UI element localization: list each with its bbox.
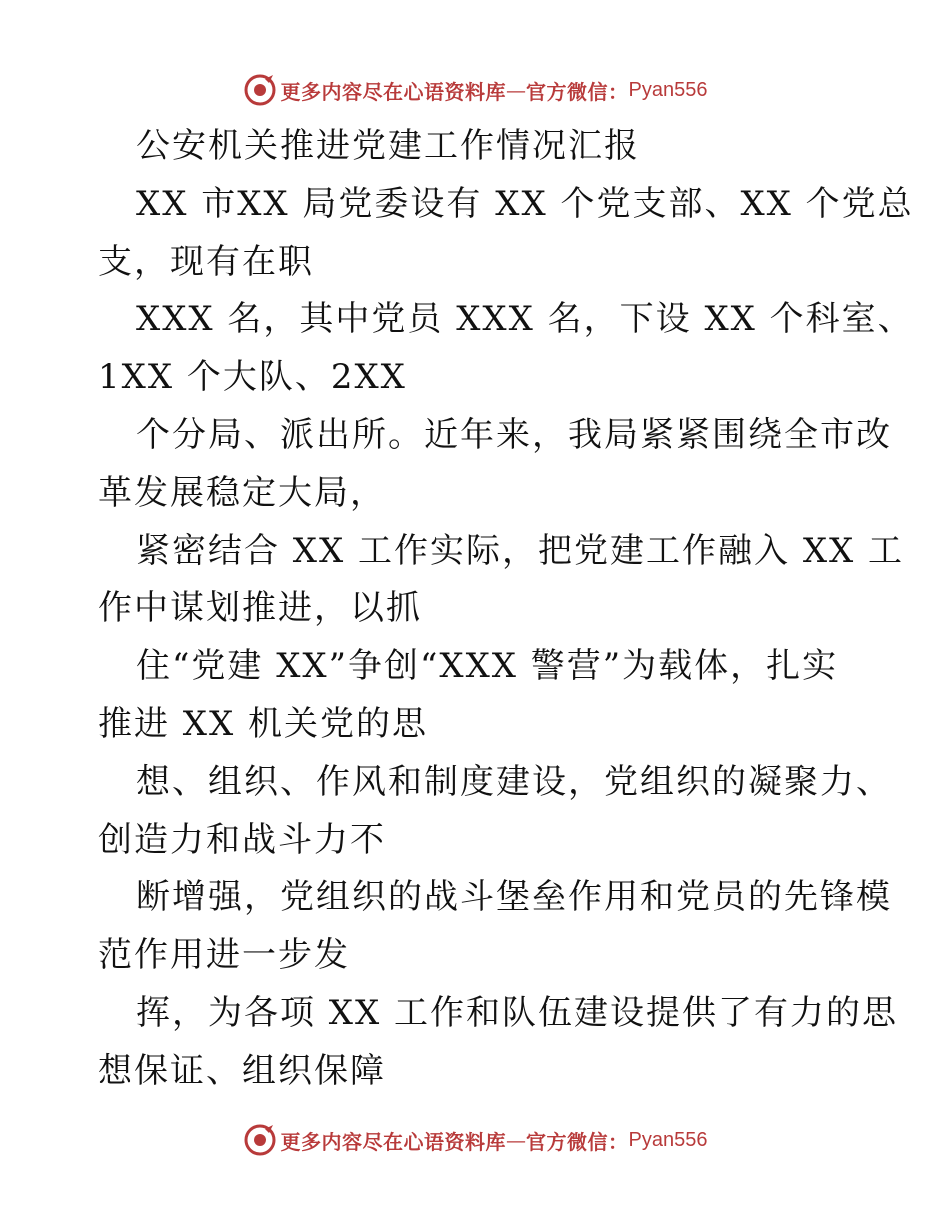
watermark-text: 更多内容尽在心语资料库 — [280, 1129, 507, 1154]
watermark-separator: — — [506, 78, 527, 102]
brand-logo-icon — [243, 1123, 277, 1157]
watermark-text: 更多内容尽在心语资料库 — [280, 79, 507, 104]
document-line: 范作用进一步发 — [98, 935, 350, 976]
watermark-label: 官方微信： — [526, 79, 629, 104]
document-line: 公安机关推进党建工作情况汇报 — [136, 126, 640, 166]
watermark-separator: — — [506, 1128, 527, 1152]
document-line: 1XX 个大队、2XX — [98, 357, 407, 398]
document-line: XXX 名，其中党员 XXX 名，下设 XX 个科室、 — [136, 299, 914, 340]
document-line: 断增强，党组织的战斗堡垒作用和党员的先锋模 — [136, 877, 892, 918]
document-line: 挥，为各项 XX 工作和队伍建设提供了有力的思 — [136, 992, 899, 1033]
document-line: 支，现有在职 — [98, 241, 314, 282]
document-line: 革发展稳定大局， — [98, 472, 386, 513]
brand-logo-icon — [243, 73, 277, 107]
document-line: 想保证、组织保障 — [98, 1050, 386, 1091]
document-line: 作中谋划推进，以抓 — [98, 588, 422, 629]
header-watermark — [0, 70, 950, 110]
document-line: 想、组织、作风和制度建设，党组织的凝聚力、 — [136, 761, 892, 802]
document-line: 住“党建 XX”争创“XXX 警营”为载体，扎实 — [136, 646, 839, 687]
document-line: 个分局、派出所。近年来，我局紧紧围绕全市改 — [136, 414, 892, 455]
footer-watermark — [0, 1120, 950, 1160]
watermark-label: 官方微信： — [526, 1129, 629, 1154]
document-body — [98, 118, 914, 1101]
watermark-handle: Pyan556 — [628, 78, 708, 101]
document-line: XX 市XX 局党委设有 XX 个党支部、XX 个党总 — [136, 183, 914, 224]
watermark-handle: Pyan556 — [628, 1128, 708, 1151]
document-line: 创造力和战斗力不 — [98, 819, 386, 860]
document-line: 推进 XX 机关党的思 — [98, 703, 429, 744]
document-line: 紧密结合 XX 工作实际，把党建工作融入 XX 工 — [136, 530, 905, 571]
